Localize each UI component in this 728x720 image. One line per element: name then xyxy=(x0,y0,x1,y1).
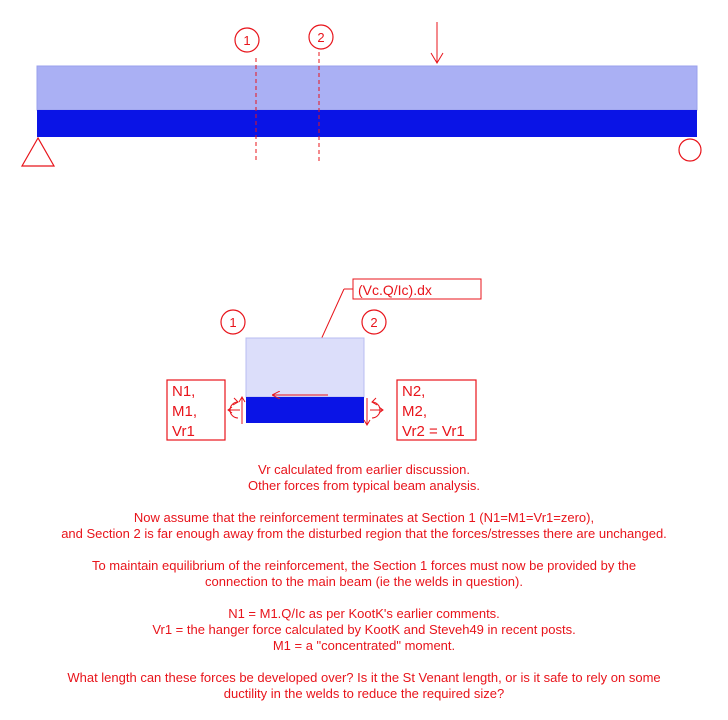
detail-section-2-marker xyxy=(362,310,386,334)
note-line: connection to the main beam (ie the welds in question). xyxy=(205,574,523,589)
detail-upper-flange xyxy=(246,338,364,397)
right-force-arrows-icon xyxy=(364,398,383,425)
left-force-vr1: Vr1 xyxy=(172,423,195,440)
note-paragraph-2 xyxy=(0,510,728,542)
note-line: M1 = a "concentrated" moment. xyxy=(272,638,456,653)
section-2-label: 2 xyxy=(317,30,325,45)
pin-support-icon xyxy=(22,138,54,166)
right-force-m2: M2, xyxy=(402,403,428,420)
left-force-box xyxy=(167,380,225,440)
detail-reinforcement xyxy=(246,397,364,423)
point-load-arrow xyxy=(431,22,443,63)
note-paragraph-4 xyxy=(0,606,728,654)
note-paragraph-1 xyxy=(0,462,728,494)
explanation-notes xyxy=(0,462,728,718)
note-line: and Section 2 is far enough away from the disturbed region that the forces/stresses there are unchanged. xyxy=(61,526,667,541)
detail-section-1-label: 1 xyxy=(229,315,237,330)
detail-section-1-marker xyxy=(221,310,245,334)
detail-section-2-label: 2 xyxy=(370,315,378,330)
right-force-vr2: Vr2 = Vr1 xyxy=(402,423,465,440)
note-line: What length can these forces be developed over? Is it the St Venant length, or is it safe to rely on some xyxy=(67,670,661,685)
note-line: Vr calculated from earlier discussion. xyxy=(258,462,470,477)
note-line: N1 = M1.Q/Ic as per KootK's earlier comments. xyxy=(228,606,500,621)
right-force-n2: N2, xyxy=(402,383,426,400)
callout-text: (Vc.Q/Ic).dx xyxy=(358,282,432,298)
left-force-arrows-icon xyxy=(228,397,245,424)
note-line: ductility in the welds to reduce the required size? xyxy=(223,686,505,701)
right-force-box xyxy=(397,380,476,440)
note-line: Other forces from typical beam analysis. xyxy=(248,478,480,493)
note-line: To maintain equilibrium of the reinforcement, the Section 1 forces must now be provided by the xyxy=(91,558,637,573)
section-1-label: 1 xyxy=(243,33,251,48)
roller-support-icon xyxy=(679,139,701,161)
beam-reinforcement xyxy=(37,110,697,137)
full-beam xyxy=(37,66,697,137)
beam-upper-flange xyxy=(37,66,697,110)
note-paragraph-3 xyxy=(0,558,728,590)
note-paragraph-5 xyxy=(0,670,728,702)
left-force-n1: N1, xyxy=(172,383,196,400)
note-line: Now assume that the reinforcement terminates at Section 1 (N1=M1=Vr1=zero), xyxy=(133,510,595,525)
note-line: Vr1 = the hanger force calculated by KootK and Steveh49 in recent posts. xyxy=(152,622,576,637)
left-force-m1: M1, xyxy=(172,403,198,420)
